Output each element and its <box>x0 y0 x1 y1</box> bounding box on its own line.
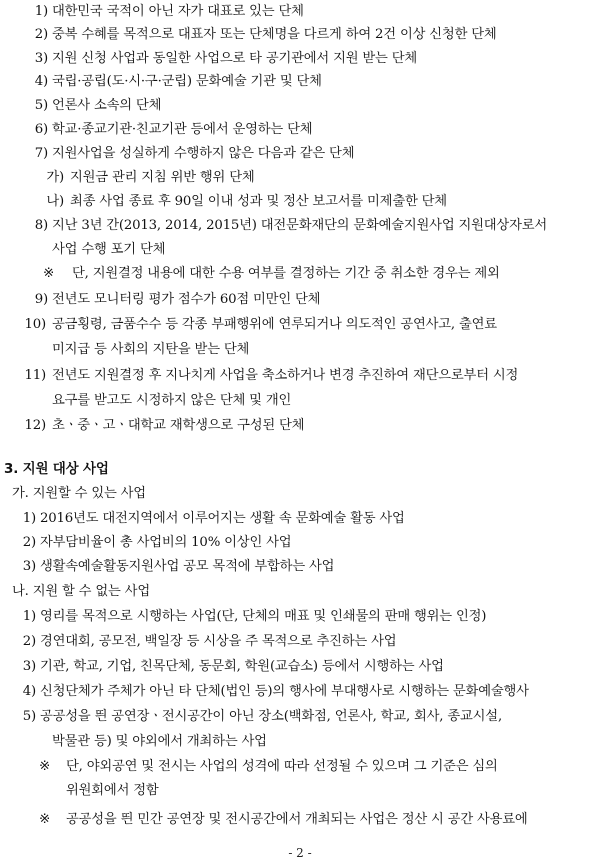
list-item: 가) 지원금 관리 지침 위반 행위 단체 <box>46 170 255 185</box>
list-item: 2) 자부담비율이 총 사업비의 10% 이상인 사업 <box>22 535 292 550</box>
list-item: 나) 최종 사업 종료 후 90일 이내 성과 및 정산 보고서를 미제출한 단체 <box>46 194 447 209</box>
list-item: 3) 기관, 학교, 기업, 친목단체, 동문회, 학원(교습소) 등에서 시행하는 사업 <box>22 659 444 674</box>
list-item: 10) 공금횡령, 금품수수 등 각종 부패행위에 연루되거나 의도적인 공연사고, 출연료 <box>24 317 497 332</box>
list-item: 7) 지원사업을 성실하게 수행하지 않은 다음과 같은 단체 <box>34 146 355 161</box>
list-item: 1) 대한민국 국적이 아닌 자가 대표로 있는 단체 <box>34 4 304 19</box>
list-item: 1) 영리를 목적으로 시행하는 사업(단, 단체의 매표 및 인쇄물의 판매 행위는 인정) <box>22 609 487 624</box>
list-item: 6) 학교·종교기관·친교기관 등에서 운영하는 단체 <box>34 122 313 137</box>
list-item: 9) 전년도 모니터링 평가 점수가 60점 미만인 단체 <box>34 292 321 307</box>
list-item: 4) 국립·공립(도·시·구·군립) 문화예술 기관 및 단체 <box>34 74 322 89</box>
list-item: 11) 전년도 지원결정 후 지나치게 사업을 축소하거나 변경 추진하여 재단으로부터 시정 <box>24 368 519 383</box>
list-item: 2) 중복 수혜를 목적으로 대표자 또는 단체명을 다르게 하여 2건 이상 신청한 단체 <box>34 27 497 42</box>
list-item: 1) 2016년도 대전지역에서 이루어지는 생활 속 문화예술 활동 사업 <box>22 511 405 526</box>
list-item: 3) 생활속예술활동지원사업 공모 목적에 부합하는 사업 <box>22 559 335 574</box>
section-title: 3. 지원 대상 사업 <box>4 461 109 477</box>
note-item: ※ 단, 지원결정 내용에 대한 수용 여부를 결정하는 기간 중 취소한 경우는 제외 <box>43 266 500 281</box>
note-item: 위원회에서 정함 <box>66 783 159 798</box>
list-item: 5) 공공성을 띈 공연장ㆍ전시공간이 아닌 장소(백화점, 언론사, 학교, 회사, 종교시설, <box>22 709 502 724</box>
list-item: 미지급 등 사회의 지탄을 받는 단체 <box>52 342 250 357</box>
note-item: ※ 단, 야외공연 및 전시는 사업의 성격에 따라 선정될 수 있으며 그 기준은 심의 <box>39 759 498 774</box>
list-item: 박물관 등) 및 야외에서 개최하는 사업 <box>52 734 267 749</box>
list-item: 8) 지난 3년 간(2013, 2014, 2015년) 대전문화재단의 문화예술지원사업 지원대상자로서 <box>34 218 548 233</box>
list-item: 5) 언론사 소속의 단체 <box>34 98 162 113</box>
note-item: ※ 공공성을 띈 민간 공연장 및 전시공간에서 개최되는 사업은 정산 시 공간 사용료에 <box>39 812 528 827</box>
list-item: 4) 신청단체가 주체가 아닌 타 단체(법인 등)의 행사에 부대행사로 시행하는 문화예술행사 <box>22 684 529 699</box>
subsection-title: 가. 지원할 수 있는 사업 <box>12 486 146 501</box>
list-item: 2) 경연대회, 공모전, 백일장 등 시상을 주 목적으로 추진하는 사업 <box>22 634 397 649</box>
list-item: 사업 수행 포기 단체 <box>52 242 166 257</box>
subsection-title: 나. 지원 할 수 없는 사업 <box>12 584 150 599</box>
list-item: 12) 초ㆍ중ㆍ고ㆍ대학교 재학생으로 구성된 단체 <box>24 418 305 433</box>
list-item: 3) 지원 신청 사업과 동일한 사업으로 타 공기관에서 지원 받는 단체 <box>34 51 418 66</box>
page-number: - 2 - <box>288 846 312 860</box>
list-item: 요구를 받고도 시정하지 않은 단체 및 개인 <box>52 393 292 408</box>
